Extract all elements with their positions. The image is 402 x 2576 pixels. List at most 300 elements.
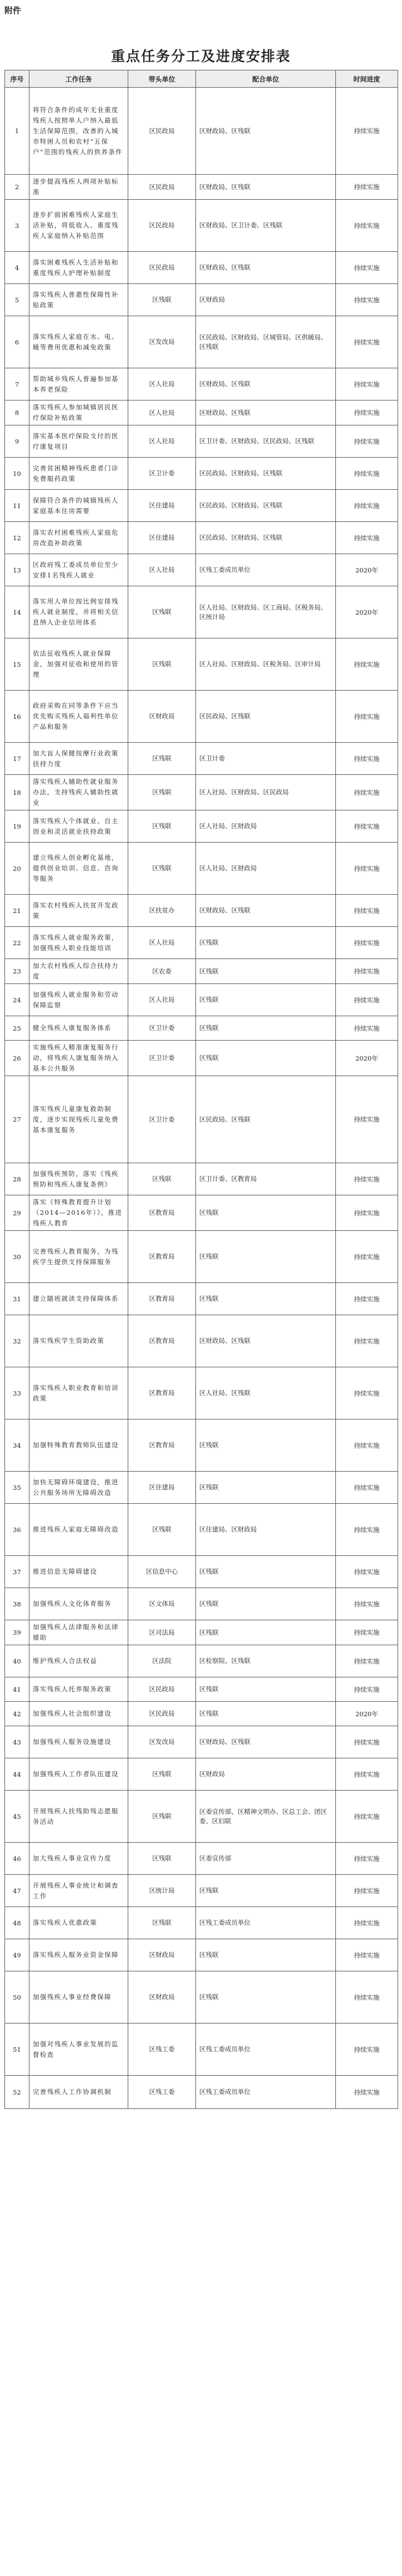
table-row — [5, 927, 398, 959]
row-progress: 持续实施 — [336, 1939, 398, 1971]
row-progress: 持续实施 — [336, 1620, 398, 1645]
row-lead-unit: 区残联 — [128, 775, 196, 810]
table-row — [5, 1556, 398, 1588]
table-row — [5, 1971, 398, 2024]
row-progress: 持续实施 — [336, 1231, 398, 1283]
row-progress: 持续实施 — [336, 810, 398, 843]
table-row — [5, 1163, 398, 1195]
row-task: 加强残疾人就业服务和劳动保障监察 — [29, 984, 128, 1016]
row-coop-units: 区民政局、区残联 — [196, 1076, 336, 1163]
row-lead-unit: 区扶贫办 — [128, 895, 196, 927]
table-row — [5, 1875, 398, 1907]
row-lead-unit: 区残联 — [128, 843, 196, 895]
row-index: 47 — [5, 1875, 29, 1907]
row-task: 加强残疾人文化体育服务 — [29, 1588, 128, 1620]
row-index: 44 — [5, 1758, 29, 1791]
row-progress: 持续实施 — [336, 252, 398, 284]
table-row — [5, 1726, 398, 1758]
row-index: 3 — [5, 200, 29, 252]
table-row — [5, 458, 398, 490]
row-progress: 持续实施 — [336, 425, 398, 458]
table-row — [5, 691, 398, 743]
table-row — [5, 316, 398, 368]
row-lead-unit: 区卫计委 — [128, 1076, 196, 1163]
row-coop-units: 区人社局、区残联 — [196, 1367, 336, 1419]
row-coop-units: 区残联 — [196, 1939, 336, 1971]
row-index: 36 — [5, 1504, 29, 1556]
row-progress: 持续实施 — [336, 1758, 398, 1791]
row-coop-units: 区财政局、区残联 — [196, 88, 336, 175]
table-row — [5, 88, 398, 175]
row-task: 加强残疾人服务设施建设 — [29, 1726, 128, 1758]
row-lead-unit: 区卫计委 — [128, 458, 196, 490]
row-lead-unit: 区住建局 — [128, 490, 196, 522]
table-row — [5, 1504, 398, 1556]
header-task: 工作任务 — [29, 70, 128, 88]
table-row — [5, 2024, 398, 2076]
row-progress: 持续实施 — [336, 522, 398, 554]
row-lead-unit: 区发改局 — [128, 316, 196, 368]
row-task: 落实《特殊教育提升计划（2014—2016年）》，推进残疾人教育 — [29, 1195, 128, 1231]
row-task: 加强残疾人事业经费保障 — [29, 1971, 128, 2024]
row-index: 10 — [5, 458, 29, 490]
row-progress: 持续实施 — [336, 1677, 398, 1702]
row-progress: 持续实施 — [336, 895, 398, 927]
row-lead-unit: 区残联 — [128, 1791, 196, 1843]
row-coop-units: 区残工委成员单位 — [196, 1907, 336, 1939]
row-lead-unit: 区人社局 — [128, 927, 196, 959]
row-progress: 持续实施 — [336, 1016, 398, 1041]
row-progress: 持续实施 — [336, 743, 398, 775]
row-coop-units: 区卫计委 — [196, 743, 336, 775]
row-progress: 持续实施 — [336, 1645, 398, 1677]
table-row — [5, 1907, 398, 1939]
table-header-row — [5, 70, 398, 88]
row-coop-units: 区财政局、区残联 — [196, 895, 336, 927]
row-coop-units: 区残联 — [196, 1588, 336, 1620]
table-row — [5, 2076, 398, 2109]
row-lead-unit: 区财政局 — [128, 1971, 196, 2024]
row-coop-units: 区财政局、区残联 — [196, 175, 336, 200]
row-coop-units: 区残联 — [196, 1195, 336, 1231]
row-index: 23 — [5, 959, 29, 984]
row-lead-unit: 区残联 — [128, 810, 196, 843]
row-index: 51 — [5, 2024, 29, 2076]
row-coop-units: 区残联 — [196, 1702, 336, 1726]
row-index: 32 — [5, 1315, 29, 1367]
row-coop-units: 区财政局、区残联 — [196, 1726, 336, 1758]
row-lead-unit: 区人社局 — [128, 425, 196, 458]
row-index: 33 — [5, 1367, 29, 1419]
row-lead-unit: 区法院 — [128, 1645, 196, 1677]
row-coop-units: 区财政局、区残联 — [196, 400, 336, 425]
row-index: 37 — [5, 1556, 29, 1588]
row-coop-units: 区检察院、区残联 — [196, 1645, 336, 1677]
row-coop-units: 区人社局、区财政局、区税务局、区审计局 — [196, 638, 336, 691]
row-task: 推进信息无障碍建设 — [29, 1556, 128, 1588]
table-row — [5, 368, 398, 400]
row-coop-units: 区残联 — [196, 959, 336, 984]
row-coop-units: 区残联 — [196, 1677, 336, 1702]
row-lead-unit: 区卫计委 — [128, 1016, 196, 1041]
row-task: 将符合条件的成年无业重度残疾人按照单人户纳入最低生活保障范围，改善的入城市特困人员和农村“五保户”范围的残疾人的供养条件 — [29, 88, 128, 175]
row-lead-unit: 区人社局 — [128, 400, 196, 425]
row-task: 落实困难残疾人生活补贴和重度残疾人护理补贴制度 — [29, 252, 128, 284]
row-progress: 持续实施 — [336, 2024, 398, 2076]
row-progress: 持续实施 — [336, 984, 398, 1016]
row-lead-unit: 区人社局 — [128, 368, 196, 400]
table-row — [5, 1195, 398, 1231]
row-coop-units: 区人社局、区财政局、区工商局、区税务局、区统计局 — [196, 586, 336, 638]
row-progress: 持续实施 — [336, 1791, 398, 1843]
row-lead-unit: 区残联 — [128, 284, 196, 316]
row-coop-units: 区残联 — [196, 1283, 336, 1315]
row-task: 落实残疾学生资助政策 — [29, 1315, 128, 1367]
row-progress: 持续实施 — [336, 1556, 398, 1588]
row-index: 22 — [5, 927, 29, 959]
row-lead-unit: 区民政局 — [128, 88, 196, 175]
row-progress: 持续实施 — [336, 1076, 398, 1163]
row-progress: 持续实施 — [336, 691, 398, 743]
row-progress: 持续实施 — [336, 1315, 398, 1367]
row-coop-units: 区残联 — [196, 1556, 336, 1588]
row-coop-units: 区财政局 — [196, 1758, 336, 1791]
row-index: 9 — [5, 425, 29, 458]
row-index: 18 — [5, 775, 29, 810]
row-task: 完善残疾人工作协调机制 — [29, 2076, 128, 2109]
row-progress: 持续实施 — [336, 638, 398, 691]
row-lead-unit: 区卫计委 — [128, 1041, 196, 1076]
row-coop-units: 区委宣传部、区精神文明办、区总工会、团区委、区妇联 — [196, 1791, 336, 1843]
row-index: 25 — [5, 1016, 29, 1041]
row-coop-units: 区民政局、区财政局、区城管局、区供暖局、区残联 — [196, 316, 336, 368]
table-row — [5, 959, 398, 984]
row-task: 保障符合条件的城镇残疾人家庭基本住房需要 — [29, 490, 128, 522]
row-progress: 持续实施 — [336, 2076, 398, 2109]
row-task: 加强特殊教育教师队伍建设 — [29, 1419, 128, 1472]
row-lead-unit: 区人社局 — [128, 984, 196, 1016]
row-task: 落实残疾人职业教育和培训政策 — [29, 1367, 128, 1419]
row-index: 11 — [5, 490, 29, 522]
table-row — [5, 984, 398, 1016]
row-index: 7 — [5, 368, 29, 400]
row-progress: 持续实施 — [336, 1419, 398, 1472]
row-progress: 2020年 — [336, 1702, 398, 1726]
table-row — [5, 1939, 398, 1971]
row-index: 19 — [5, 810, 29, 843]
row-lead-unit: 区发改局 — [128, 1726, 196, 1758]
table-row — [5, 775, 398, 810]
row-task: 加大残疾人事业宣传力度 — [29, 1843, 128, 1875]
row-index: 34 — [5, 1419, 29, 1472]
row-progress: 持续实施 — [336, 1875, 398, 1907]
row-lead-unit: 区民政局 — [128, 1702, 196, 1726]
row-coop-units: 区民政局、区财政局、区残联 — [196, 490, 336, 522]
row-coop-units: 区人社局、区财政局 — [196, 810, 336, 843]
row-progress: 持续实施 — [336, 88, 398, 175]
row-coop-units: 区残工委成员单位 — [196, 2076, 336, 2109]
row-index: 17 — [5, 743, 29, 775]
row-lead-unit: 区民政局 — [128, 200, 196, 252]
row-lead-unit: 区住建局 — [128, 1472, 196, 1504]
row-progress: 持续实施 — [336, 1588, 398, 1620]
row-lead-unit: 区残联 — [128, 743, 196, 775]
row-index: 6 — [5, 316, 29, 368]
row-lead-unit: 区残工委 — [128, 2076, 196, 2109]
row-coop-units: 区卫计委、区教育局 — [196, 1163, 336, 1195]
row-index: 29 — [5, 1195, 29, 1231]
row-task: 健全残疾人康复服务体系 — [29, 1016, 128, 1041]
row-progress: 2020年 — [336, 586, 398, 638]
row-lead-unit: 区人社局 — [128, 554, 196, 586]
table-row — [5, 810, 398, 843]
table-row — [5, 1645, 398, 1677]
row-progress: 持续实施 — [336, 284, 398, 316]
row-coop-units: 区人社局、区财政局 — [196, 843, 336, 895]
row-progress: 持续实施 — [336, 400, 398, 425]
row-progress: 持续实施 — [336, 1504, 398, 1556]
row-lead-unit: 区财政局 — [128, 691, 196, 743]
row-coop-units: 区民政局、区财政局、区残联 — [196, 458, 336, 490]
row-task: 逐步扩面困难残疾人家庭生活补贴，将低收入、重度残疾人家庭纳入补贴范围 — [29, 200, 128, 252]
row-progress: 持续实施 — [336, 1283, 398, 1315]
row-progress: 持续实施 — [336, 959, 398, 984]
row-index: 38 — [5, 1588, 29, 1620]
table-row — [5, 425, 398, 458]
row-task: 落实用人单位按比例安排残疾人就业制度，并将相关信息纳入企业信用体系 — [29, 586, 128, 638]
row-index: 2 — [5, 175, 29, 200]
row-index: 26 — [5, 1041, 29, 1076]
row-index: 42 — [5, 1702, 29, 1726]
row-coop-units: 区委宣传部 — [196, 1843, 336, 1875]
row-coop-units: 区民政局、区财政局、区残联 — [196, 522, 336, 554]
row-coop-units: 区财政局 — [196, 284, 336, 316]
table-row — [5, 1016, 398, 1041]
row-task: 逐步提高残疾人两项补贴标准 — [29, 175, 128, 200]
attachment-label: 附件 — [4, 6, 22, 16]
row-coop-units: 区残联 — [196, 1231, 336, 1283]
row-lead-unit: 区残联 — [128, 1504, 196, 1556]
table-row — [5, 1677, 398, 1702]
row-lead-unit: 区教育局 — [128, 1419, 196, 1472]
row-lead-unit: 区教育局 — [128, 1367, 196, 1419]
row-task: 依法征收残疾人就业保障金，加强对征收和使用的管理 — [29, 638, 128, 691]
table-row — [5, 175, 398, 200]
row-index: 49 — [5, 1939, 29, 1971]
row-coop-units: 区残联 — [196, 1041, 336, 1076]
row-index: 46 — [5, 1843, 29, 1875]
row-index: 13 — [5, 554, 29, 586]
row-lead-unit: 区教育局 — [128, 1283, 196, 1315]
row-task: 落实农村困难残疾人家庭危房改造补助政策 — [29, 522, 128, 554]
row-index: 43 — [5, 1726, 29, 1758]
row-index: 14 — [5, 586, 29, 638]
row-index: 35 — [5, 1472, 29, 1504]
row-coop-units: 区残联 — [196, 1620, 336, 1645]
row-coop-units: 区住建局、区财政局 — [196, 1504, 336, 1556]
row-task: 落实残疾儿童康复救助制度，逐步实现残疾儿童免费基本康复服务 — [29, 1076, 128, 1163]
row-progress: 持续实施 — [336, 1367, 398, 1419]
row-index: 24 — [5, 984, 29, 1016]
row-coop-units: 区财政局、区卫计委、区残联 — [196, 200, 336, 252]
row-task: 落实残疾人优惠政策 — [29, 1907, 128, 1939]
header-index: 序号 — [5, 70, 29, 88]
table-row — [5, 490, 398, 522]
row-task: 开展残疾人扶残助残志愿服务活动 — [29, 1791, 128, 1843]
row-index: 27 — [5, 1076, 29, 1163]
row-lead-unit: 区统计局 — [128, 1875, 196, 1907]
row-lead-unit: 区财政局 — [128, 1939, 196, 1971]
table-row — [5, 895, 398, 927]
row-task: 开展残疾人事业统计和调查工作 — [29, 1875, 128, 1907]
row-index: 30 — [5, 1231, 29, 1283]
row-index: 39 — [5, 1620, 29, 1645]
row-task: 落实基本医疗保险支付的医疗康复项目 — [29, 425, 128, 458]
table-row — [5, 1791, 398, 1843]
table-row — [5, 522, 398, 554]
row-task: 推进残疾人家庭无障碍改造 — [29, 1504, 128, 1556]
row-index: 28 — [5, 1163, 29, 1195]
row-task: 加强残疾人社会组织建设 — [29, 1702, 128, 1726]
table-row — [5, 1419, 398, 1472]
row-lead-unit: 区残联 — [128, 1758, 196, 1791]
row-coop-units: 区残联 — [196, 927, 336, 959]
row-task: 加大盲人保健按摩行业政策扶持力度 — [29, 743, 128, 775]
row-progress: 持续实施 — [336, 775, 398, 810]
row-progress: 持续实施 — [336, 368, 398, 400]
row-lead-unit: 区残联 — [128, 586, 196, 638]
row-task: 落实农村残疾人扶贫开发政策 — [29, 895, 128, 927]
row-progress: 持续实施 — [336, 927, 398, 959]
row-task: 建立随班就读支持保障体系 — [29, 1283, 128, 1315]
row-coop-units: 区残联 — [196, 1971, 336, 2024]
row-index: 52 — [5, 2076, 29, 2109]
row-lead-unit: 区民政局 — [128, 1677, 196, 1702]
row-index: 41 — [5, 1677, 29, 1702]
row-index: 48 — [5, 1907, 29, 1939]
row-index: 21 — [5, 895, 29, 927]
row-task: 落实残疾人托养服务政策 — [29, 1677, 128, 1702]
row-task: 完善残疾人教育服务，为残疾学生提供支持保障服务 — [29, 1231, 128, 1283]
row-lead-unit: 区农委 — [128, 959, 196, 984]
row-coop-units: 区残工委成员单位 — [196, 2024, 336, 2076]
row-progress: 持续实施 — [336, 1163, 398, 1195]
row-progress: 持续实施 — [336, 1472, 398, 1504]
row-coop-units: 区残联 — [196, 1472, 336, 1504]
row-progress: 持续实施 — [336, 1195, 398, 1231]
row-progress: 持续实施 — [336, 843, 398, 895]
table-row — [5, 743, 398, 775]
row-lead-unit: 区司法局 — [128, 1620, 196, 1645]
row-lead-unit: 区教育局 — [128, 1195, 196, 1231]
row-index: 40 — [5, 1645, 29, 1677]
table-row — [5, 843, 398, 895]
table-row — [5, 200, 398, 252]
row-coop-units: 区人社局、区财政局、区民政局 — [196, 775, 336, 810]
row-coop-units: 区残联 — [196, 1419, 336, 1472]
row-index: 45 — [5, 1791, 29, 1843]
row-index: 5 — [5, 284, 29, 316]
table-row — [5, 1620, 398, 1645]
row-progress: 持续实施 — [336, 1843, 398, 1875]
table-row — [5, 586, 398, 638]
table-row — [5, 1472, 398, 1504]
row-coop-units: 区残联 — [196, 984, 336, 1016]
table-row — [5, 252, 398, 284]
task-schedule-table — [4, 70, 398, 2109]
row-progress: 2020年 — [336, 554, 398, 586]
table-row — [5, 400, 398, 425]
page-title: 重点任务分工及进度安排表 — [110, 48, 291, 64]
table-row — [5, 1588, 398, 1620]
row-progress: 持续实施 — [336, 458, 398, 490]
row-task: 加大农村残疾人综合扶持力度 — [29, 959, 128, 984]
table-row — [5, 284, 398, 316]
row-task: 实施残疾人精准康复服务行动，将残疾人康复服务纳入基本公共服务 — [29, 1041, 128, 1076]
row-coop-units: 区民政局、区残联 — [196, 691, 336, 743]
row-task: 完善贫困精神残疾患者门诊免费服药政策 — [29, 458, 128, 490]
row-index: 12 — [5, 522, 29, 554]
row-progress: 持续实施 — [336, 1726, 398, 1758]
row-task: 加快无障碍环境建设，推进公共服务场所无障碍改造 — [29, 1472, 128, 1504]
row-lead-unit: 区住建局 — [128, 522, 196, 554]
row-coop-units: 区财政局、区残联 — [196, 1315, 336, 1367]
row-coop-units: 区财政局、区残联 — [196, 252, 336, 284]
row-coop-units: 区残联 — [196, 1016, 336, 1041]
row-index: 20 — [5, 843, 29, 895]
row-task: 落实残疾人普惠性保障性补贴政策 — [29, 284, 128, 316]
table-row — [5, 638, 398, 691]
row-lead-unit: 区信息中心 — [128, 1556, 196, 1588]
table-row — [5, 1315, 398, 1367]
row-coop-units: 区卫计委、区财政局、区民政局、区残联 — [196, 425, 336, 458]
header-progress: 时间进度 — [336, 70, 398, 88]
row-lead-unit: 区文体局 — [128, 1588, 196, 1620]
row-progress: 持续实施 — [336, 200, 398, 252]
row-coop-units: 区残联 — [196, 1875, 336, 1907]
row-lead-unit: 区教育局 — [128, 1231, 196, 1283]
row-task: 落实残疾人个体就业、自主创业和灵活就业扶持政策 — [29, 810, 128, 843]
row-index: 1 — [5, 88, 29, 175]
row-progress: 持续实施 — [336, 316, 398, 368]
row-index: 31 — [5, 1283, 29, 1315]
row-lead-unit: 区民政局 — [128, 252, 196, 284]
table-row — [5, 1702, 398, 1726]
table-row — [5, 1367, 398, 1419]
row-lead-unit: 区民政局 — [128, 175, 196, 200]
row-index: 4 — [5, 252, 29, 284]
row-task: 加强残疾人工作者队伍建设 — [29, 1758, 128, 1791]
row-index: 8 — [5, 400, 29, 425]
table-row — [5, 1041, 398, 1076]
table-row — [5, 1283, 398, 1315]
table-row — [5, 1758, 398, 1791]
header-coop-units: 配合单位 — [196, 70, 336, 88]
row-index: 50 — [5, 1971, 29, 2024]
row-lead-unit: 区残联 — [128, 1163, 196, 1195]
row-task: 加强残疾人法律服务和法律援助 — [29, 1620, 128, 1645]
row-task: 落实残疾人服务业资金保障 — [29, 1939, 128, 1971]
row-lead-unit: 区残联 — [128, 638, 196, 691]
table-row — [5, 1231, 398, 1283]
row-lead-unit: 区教育局 — [128, 1315, 196, 1367]
row-progress: 持续实施 — [336, 490, 398, 522]
table-row — [5, 1076, 398, 1163]
row-index: 16 — [5, 691, 29, 743]
row-progress: 持续实施 — [336, 1907, 398, 1939]
row-progress: 持续实施 — [336, 175, 398, 200]
row-lead-unit: 区残联 — [128, 1843, 196, 1875]
